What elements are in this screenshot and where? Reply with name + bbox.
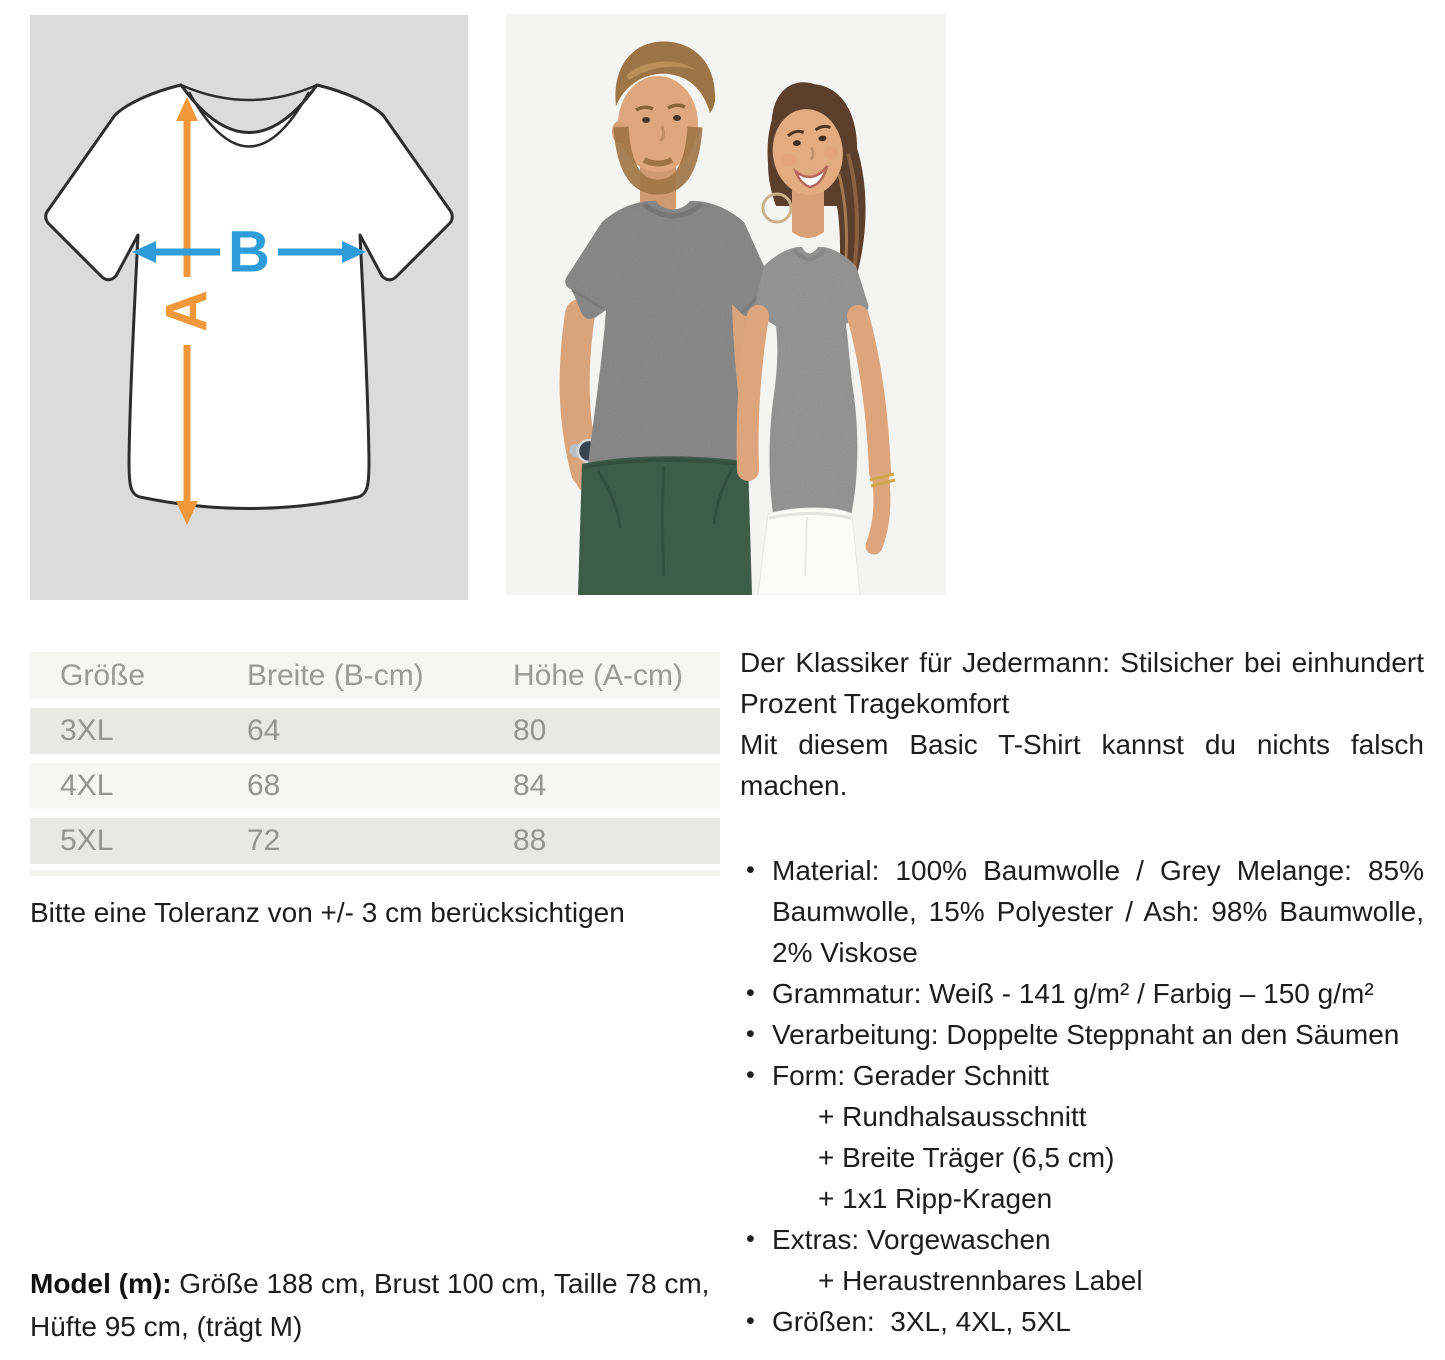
- table-row: [30, 708, 720, 754]
- bullet-icon: •: [746, 1020, 755, 1048]
- cell-height: 80: [513, 714, 547, 747]
- model-note-label: Model (m):: [30, 1268, 172, 1299]
- list-item-material: • Material: 100% Baumwolle / Grey Melange: 85% Baumwolle, 15% Polyester / Ash: 98% Baumwolle, 2% Viskose: [740, 850, 1424, 973]
- bullet-icon: •: [746, 1225, 755, 1253]
- col-header-height: Höhe (A-cm): [513, 658, 684, 692]
- collar-back-line: [181, 85, 317, 100]
- intro-paragraph: Der Klassiker für Jedermann: Stilsicher bei einhundert Prozent Tragekomfort: [740, 647, 1424, 719]
- cell-width: 72: [247, 824, 281, 857]
- product-photo: [506, 14, 946, 595]
- model-note-text: Größe 188 cm, Brust 100 cm, Taille 78 cm, Hüfte 95 cm, (trägt M): [30, 1268, 710, 1342]
- models-photo-illustration: [506, 14, 946, 595]
- sub-item: + Heraustrennbares Label: [818, 1265, 1143, 1296]
- table-row: [30, 763, 720, 809]
- tolerance-note: Bitte eine Toleranz von +/- 3 cm berücksichtigen: [30, 897, 625, 928]
- tshirt-measurement-diagram: [30, 15, 468, 600]
- intro-paragraph: Mit diesem Basic T-Shirt kannst du nichts falsch machen.: [740, 729, 1424, 801]
- cell-size: 4XL: [60, 769, 114, 802]
- list-item-grammatur: • Grammatur: Weiß - 141 g/m² / Farbig – 150 g/m²: [740, 973, 1424, 1014]
- list-item-groessen: • Größen: 3XL, 4XL, 5XL: [740, 1301, 1424, 1342]
- cell-size: 5XL: [60, 824, 114, 857]
- model-note: [30, 1262, 730, 1348]
- size-table-header: [30, 652, 720, 699]
- table-footer-strip: [30, 870, 720, 876]
- bullet-icon: •: [746, 979, 755, 1007]
- sub-item: + Breite Träger (6,5 cm): [818, 1142, 1115, 1173]
- table-row: [30, 818, 720, 864]
- size-table: [30, 652, 720, 876]
- size-diagram-panel: [30, 15, 468, 600]
- cell-width: 68: [247, 769, 281, 802]
- sub-item: + Rundhalsausschnitt: [818, 1101, 1087, 1132]
- cell-height: 84: [513, 769, 547, 802]
- col-header-size: Größe: [60, 658, 146, 692]
- bullet-icon: •: [746, 1307, 755, 1335]
- list-item-extras: • Extras: Vorgewaschen: [740, 1219, 1424, 1260]
- bullet-icon: •: [746, 856, 755, 884]
- col-header-width: Breite (B-cm): [247, 658, 424, 692]
- woman-pants: [758, 508, 860, 595]
- cell-height: 88: [513, 824, 547, 857]
- product-description: [740, 642, 1424, 1342]
- cell-width: 64: [247, 714, 281, 747]
- feature-list: [740, 850, 1424, 1342]
- cell-size: 3XL: [60, 714, 114, 747]
- tshirt-outline: [46, 85, 453, 509]
- list-item-verarbeitung: • Verarbeitung: Doppelte Steppnaht an den Säumen: [740, 1014, 1424, 1055]
- label-b: B: [228, 219, 270, 285]
- list-item-form: • Form: Gerader Schnitt: [740, 1055, 1424, 1096]
- bullet-icon: •: [746, 1061, 755, 1089]
- sub-item: + 1x1 Ripp-Kragen: [818, 1183, 1053, 1214]
- label-a: A: [154, 290, 220, 332]
